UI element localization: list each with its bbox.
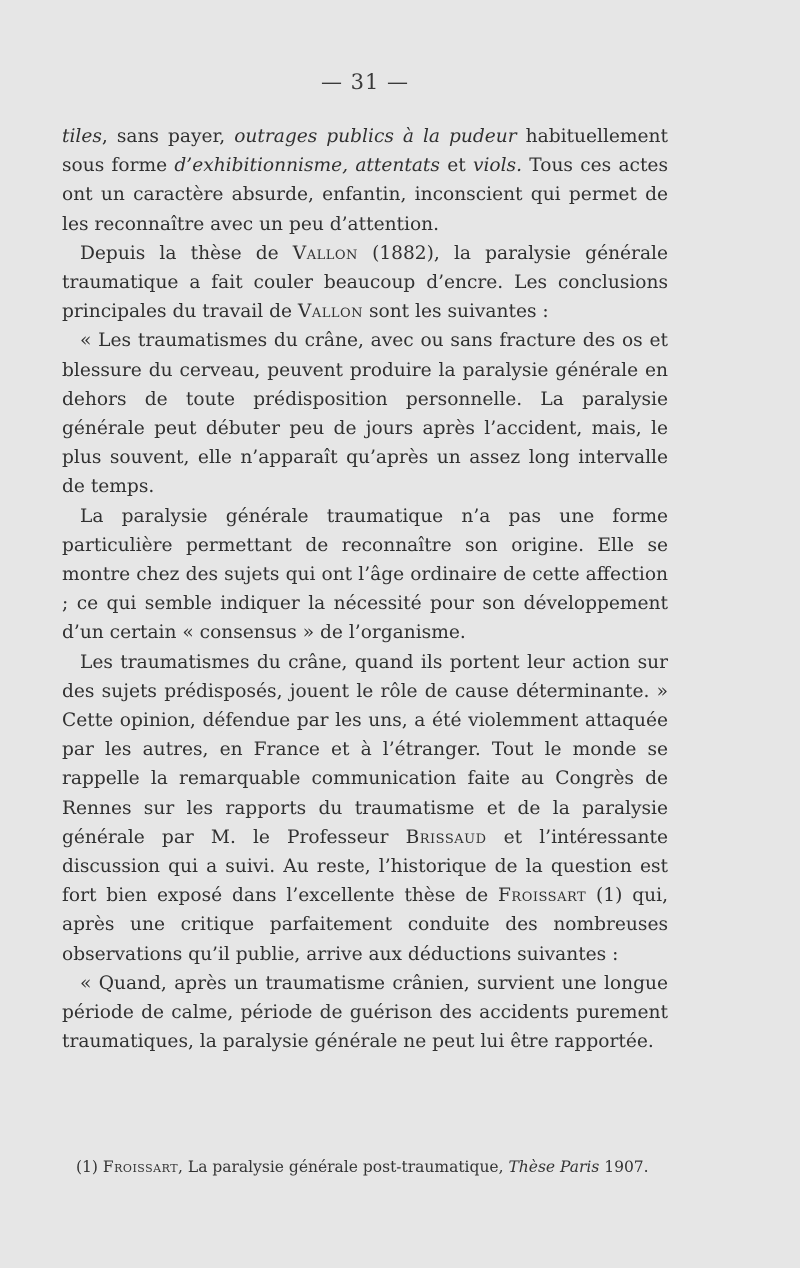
paragraph-6: « Quand, après un traumatisme crânien, survient une longue période de calme, période de guérison des accidents purement traumatiques, la paralysie générale ne peut lui être rapportée. xyxy=(62,972,668,1053)
footnote-marker: (1) xyxy=(76,1158,103,1176)
italic-text: d’exhibitionnisme, attentats xyxy=(174,155,440,177)
italic-text: Thèse Paris xyxy=(508,1158,600,1176)
footnote xyxy=(62,1157,668,1177)
paragraph-2 xyxy=(62,239,668,327)
italic-text: outrages publics à la pudeur xyxy=(234,126,517,147)
text-run: Tous ces actes ont un caractère absurde, enfantin, inconscient qui permet de les reconnaître avec un peu d’attention. xyxy=(62,155,668,235)
text-run: Depuis la thèse de xyxy=(80,242,293,264)
text-run: Les traumatismes du crâne, quand ils portent leur action sur des sujets prédisposés, jouent le rôle de cause déterminante. » Cette opinion, défendue par les uns, a été violemment attaquée par les autres, en France et à l’étranger. Tout le monde se rappelle la remarquable communication faite au Congrès de Rennes sur les rapports du traumatisme et de la paralysie générale par M. le Professeur xyxy=(62,651,668,848)
text-run: habituellement sous forme xyxy=(62,126,668,177)
text-run: et xyxy=(439,155,473,177)
text-run: sont les suivantes : xyxy=(363,301,549,323)
author-name: Vallon xyxy=(292,242,358,264)
text-run: (1) qui, après une critique parfaitement conduite des nombreuses observations qu’il publie, arrive aux déductions suivantes : xyxy=(62,885,668,965)
paragraph-1 xyxy=(62,122,668,239)
author-name: Brissaud xyxy=(405,826,487,848)
author-name: Froissart xyxy=(498,885,587,907)
footnote-text xyxy=(62,1157,668,1177)
paragraph-4: La paralysie générale traumatique n’a pas une forme particulière permettant de reconnaître son origine. Elle se montre chez des sujets qui ont l’âge ordinaire de cette affection ; ce qui semble indiquer la nécessité pour son développement d’un certain « consensus » de l’organisme. xyxy=(62,505,668,644)
body-text xyxy=(62,122,668,1057)
paragraph-3: « Les traumatismes du crâne, avec ou sans fracture des os et blessure du cerveau, peuvent produire la paralysie générale en dehors de toute prédisposition personnelle. La paralysie générale peut débuter peu de jours après l’accident, mais, le plus souvent, elle n’apparaît qu’après un assez long intervalle de temps. xyxy=(62,330,668,498)
page-number: — 31 — xyxy=(320,70,410,94)
text-run: 1907. xyxy=(599,1158,649,1176)
author-name: Vallon xyxy=(297,301,364,323)
author-name: Froissart xyxy=(102,1158,179,1176)
paragraph-5 xyxy=(62,648,668,969)
text-run: , La paralysie générale post-traumatique, xyxy=(178,1158,509,1176)
text-run: , sans payer, xyxy=(101,126,235,147)
text-run: et l’intéressante discussion qui a suivi. Au reste, l’historique de la question est fort bien exposé dans l’excellente thèse de xyxy=(62,826,668,907)
text-run: (1882), la paralysie générale traumatique a fait couler beaucoup d’encre. Les conclusions principales du travail de xyxy=(62,242,668,323)
italic-text: viols. xyxy=(472,155,523,177)
italic-text: tiles xyxy=(62,126,102,147)
